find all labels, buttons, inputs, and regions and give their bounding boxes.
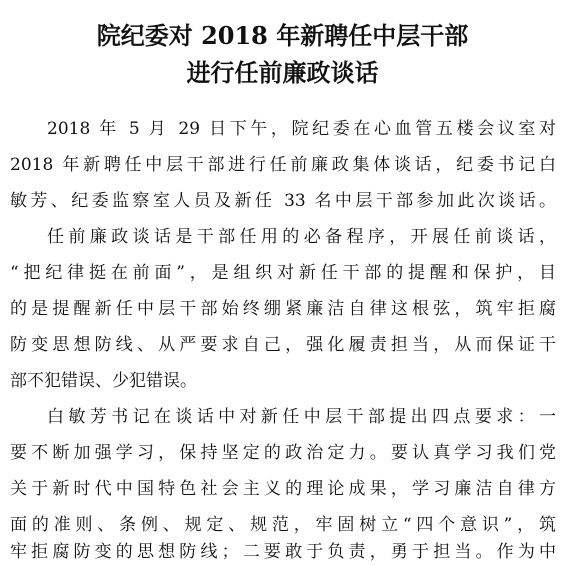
paragraph-1-line-2: 2018 年新聘任中层干部进行任前廉政集体谈话，纪委书记白 [10,155,556,175]
paragraph-3-line-3: 关于新时代中国特色社会主义的理论成果，学习廉洁自律方 [10,479,556,499]
title-line-1: 院纪委对 2018 年新聘任中层干部 [96,21,469,50]
paragraph-3-line-5: 牢拒腐防变的思想防线；二要敢于负责，勇于担当。作为中 [10,542,556,562]
paragraph-2-line-3: 的是提醒新任中层干部始终绷紧廉洁自律这根弦，筑牢拒腐 [10,299,556,319]
paragraph-2-line-1: 任前廉政谈话是干部任用的必备程序，开展任前谈话， [47,227,556,247]
paragraph-1-line-1: 2018 年 5 月 29 日下午，院纪委在心血管五楼会议室对 [47,119,556,139]
title-line-2: 进行任前廉政谈话 [186,58,379,87]
paragraph-3-line-4: 面的准则、条例、规定、规范，牢固树立“四个意识”，筑 [10,515,556,535]
paragraph-2-line-4: 防变思想防线、从严要求自己，强化履责担当，从而保证干 [10,335,556,355]
paragraph-2-line-2: “把纪律挺在前面”，是组织对新任干部的提醒和保护，目 [10,263,556,283]
paragraph-2-line-5: 部不犯错误、少犯错误。 [10,371,197,391]
paragraph-3-line-1: 白敏芳书记在谈话中对新任中层干部提出四点要求：一 [47,407,556,427]
paragraph-1-line-3: 敏芳、纪委监察室人员及新任 33 名中层干部参加此次谈话。 [10,191,556,211]
paragraph-3-line-2: 要不断加强学习，保持坚定的政治定力。要认真学习我们党 [10,443,556,463]
